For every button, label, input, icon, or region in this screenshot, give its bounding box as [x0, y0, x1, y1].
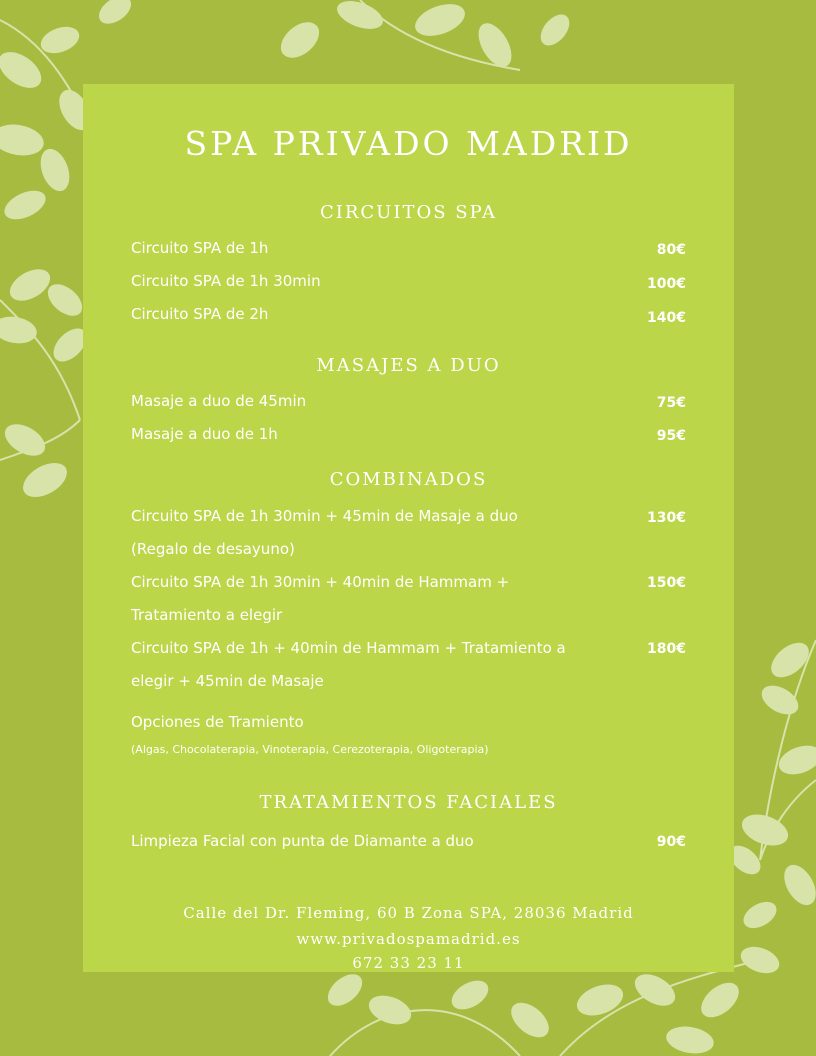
price-label: 95€	[656, 428, 686, 444]
price-label: 100€	[647, 276, 686, 292]
price-label: 80€	[656, 242, 686, 258]
menu-card	[83, 84, 734, 972]
list-item: Circuito SPA de 2h	[131, 305, 269, 323]
list-item: Masaje a duo de 1h	[131, 425, 278, 443]
list-item: Circuito SPA de 1h 30min + 40min de Hammam +	[131, 573, 510, 591]
page-title: SPA PRIVADO MADRID	[184, 124, 633, 163]
list-item-detail: (Regalo de desayuno)	[131, 540, 295, 558]
list-item: Circuito SPA de 1h 30min + 45min de Masaje a duo	[131, 507, 518, 525]
website-link[interactable]: www.privadospamadrid.es	[296, 930, 521, 948]
section-title-masajes: MASAJES A DUO	[316, 355, 501, 376]
list-item: Limpieza Facial con punta de Diamante a duo	[131, 832, 474, 850]
list-item-detail: elegir + 45min de Masaje	[131, 672, 324, 690]
options-title: Opciones de Tramiento	[131, 713, 304, 731]
address: Calle del Dr. Fleming, 60 B Zona SPA, 28036 Madrid	[183, 904, 634, 922]
section-title-circuitos: CIRCUITOS SPA	[319, 202, 498, 223]
price-label: 75€	[656, 395, 686, 411]
list-item: Circuito SPA de 1h 30min	[131, 272, 321, 290]
price-label: 180€	[647, 641, 686, 657]
section-title-faciales: TRATAMIENTOS FACIALES	[259, 792, 558, 813]
section-title-combinados: COMBINADOS	[329, 469, 488, 490]
price-label: 130€	[647, 510, 686, 526]
list-item: Circuito SPA de 1h + 40min de Hammam + Tratamiento a	[131, 639, 566, 657]
list-item: Circuito SPA de 1h	[131, 239, 269, 257]
options-list: (Algas, Chocolaterapia, Vinoterapia, Cerezoterapia, Oligoterapia)	[131, 743, 489, 756]
list-item-detail: Tratamiento a elegir	[131, 606, 283, 624]
price-label: 140€	[647, 310, 686, 326]
phone-number: 672 33 23 11	[352, 954, 465, 972]
list-item: Masaje a duo de 45min	[131, 392, 307, 410]
price-label: 90€	[656, 834, 686, 850]
price-label: 150€	[647, 575, 686, 591]
